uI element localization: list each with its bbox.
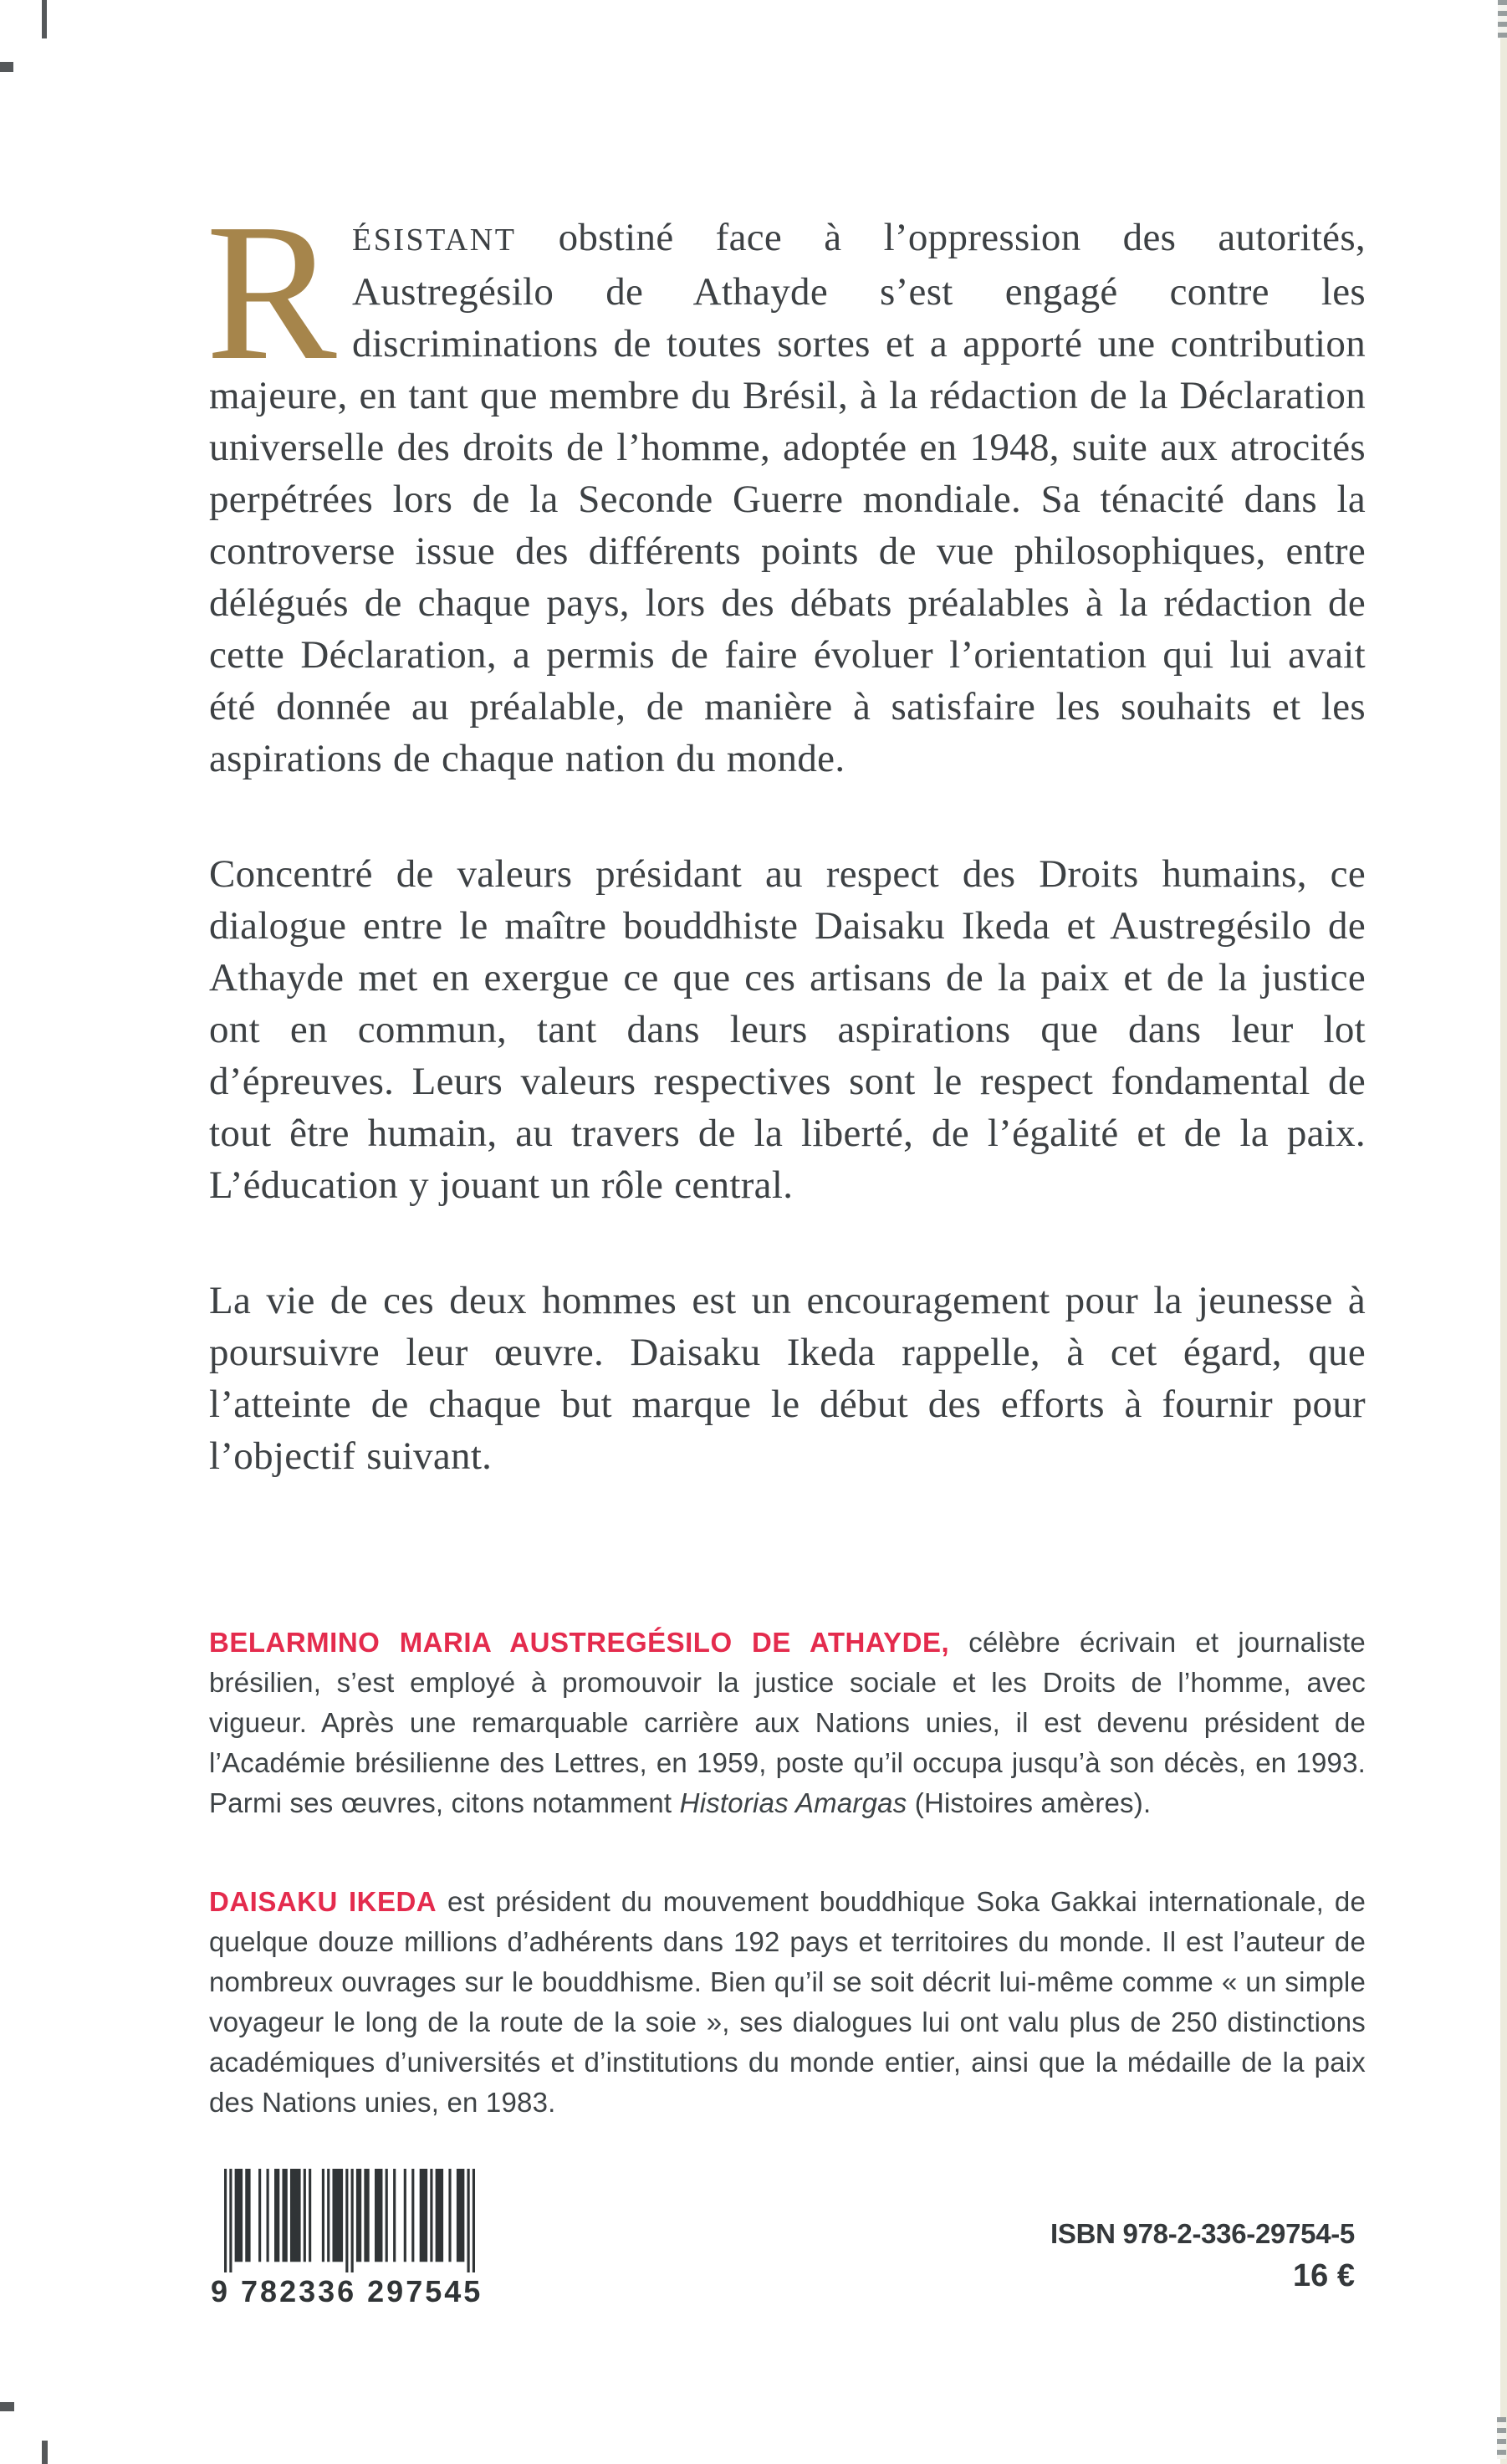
- bio-athayde-name: BELARMINO MARIA AUSTREGÉSILO DE ATHAYDE,: [209, 1627, 950, 1658]
- price-text: 16 €: [1293, 2258, 1355, 2293]
- crop-mark-top-horizontal: [0, 62, 13, 72]
- smallcaps-lead: ÉSISTANT: [352, 222, 517, 258]
- crop-mark-bottom-horizontal: [0, 2402, 14, 2411]
- ean-barcode: [224, 2169, 475, 2272]
- scanner-tick-bottom-right: [1497, 2417, 1506, 2459]
- scanner-tick-top-right: [1498, 0, 1507, 38]
- bio-athayde-italic-title: Historias Amargas: [679, 1787, 907, 1818]
- bio-athayde-text-after: (Histoires amères).: [907, 1787, 1152, 1818]
- paragraph-1-text: obstiné face à l’oppression des autorités, Austregésilo de Athayde s’est engagé contre les discriminations de toutes sortes et a apporté une contribution majeure, en tant que membre du Brésil, à la rédaction de la Déclaration universelle des droits de l’homme, adoptée en 1948, suite aux atrocités perpétrées lors de la Seconde Guerre mondiale. Sa ténacité dans la controverse issue des différents points de vue philosophiques, entre délégués de chaque pays, lors des débats préalables à la rédaction de cette Déclaration, a permis de faire évoluer l’orientation qui lui avait été donnée au préalable, de manière à satisfaire les souhaits et les aspirations de chaque nation du monde.: [209, 216, 1366, 780]
- synopsis-paragraph-1: [206, 183, 1366, 785]
- bio-ikeda-name: DAISAKU IKEDA: [209, 1886, 437, 1917]
- synopsis-paragraph-3: La vie de ces deux hommes est un encouragement pour la jeunesse à poursuivre leur œuvre. Daisaku Ikeda rappelle, à cet égard, que l’atteinte de chaque but marque le début des efforts à fournir pour l’objectif suivant.: [209, 1279, 1366, 1478]
- bio-ikeda-text: est président du mouvement bouddhique Soka Gakkai internationale, de quelque douze millions d’adhérents dans 192 pays et territoires du monde. Il est l’auteur de nombreux ouvrages sur le bouddhisme. Bien qu’il se soit décrit lui-même comme « un simple voyageur le long de la route de la soie », ses dialogues lui ont valu plus de 250 distinctions académiques d’universités et d’institutions du monde entier, ainsi que la médaille de la paix des Nations unies, en 1983.: [209, 1886, 1366, 2118]
- crop-mark-bottom-vertical: [42, 2441, 48, 2464]
- bio-athayde-text: célèbre écrivain et journaliste brésilien, s’est employé à promouvoir la justice sociale et les Droits de l’homme, avec vigueur. Après une remarquable carrière aux Nations unies, il est devenu président de l’Académie brésilienne des Lettres, en 1959, poste qu’il occupa jusqu’à son décès, en 1993. Parmi ses œuvres, citons notamment: [209, 1627, 1366, 1818]
- dropcap-letter: R: [206, 183, 338, 401]
- isbn-block: [1050, 2218, 1355, 2294]
- barcode-block: [211, 2169, 483, 2309]
- paper-edge-strip: [1500, 0, 1507, 2464]
- synopsis: [206, 183, 1366, 1482]
- crop-mark-top-vertical: [42, 0, 47, 38]
- barcode-number: 9 782336 297545: [211, 2274, 483, 2308]
- author-bios: [209, 1623, 1366, 2123]
- synopsis-paragraph-2: Concentré de valeurs présidant au respect des Droits humains, ce dialogue entre le maître bouddhiste Daisaku Ikeda et Austregésilo de Athayde met en exergue ce que ces artisans de la paix et de la justice ont en commun, tant dans leurs aspirations que dans leur lot d’épreuves. Leurs valeurs respectives sont le respect fondamental de tout être humain, au travers de la liberté, de l’égalité et de la paix. L’éducation y jouant un rôle central.: [209, 852, 1366, 1207]
- bio-ikeda: [209, 1882, 1366, 2123]
- isbn-text: ISBN 978-2-336-29754-5: [1050, 2218, 1355, 2249]
- bio-athayde: [209, 1623, 1366, 1823]
